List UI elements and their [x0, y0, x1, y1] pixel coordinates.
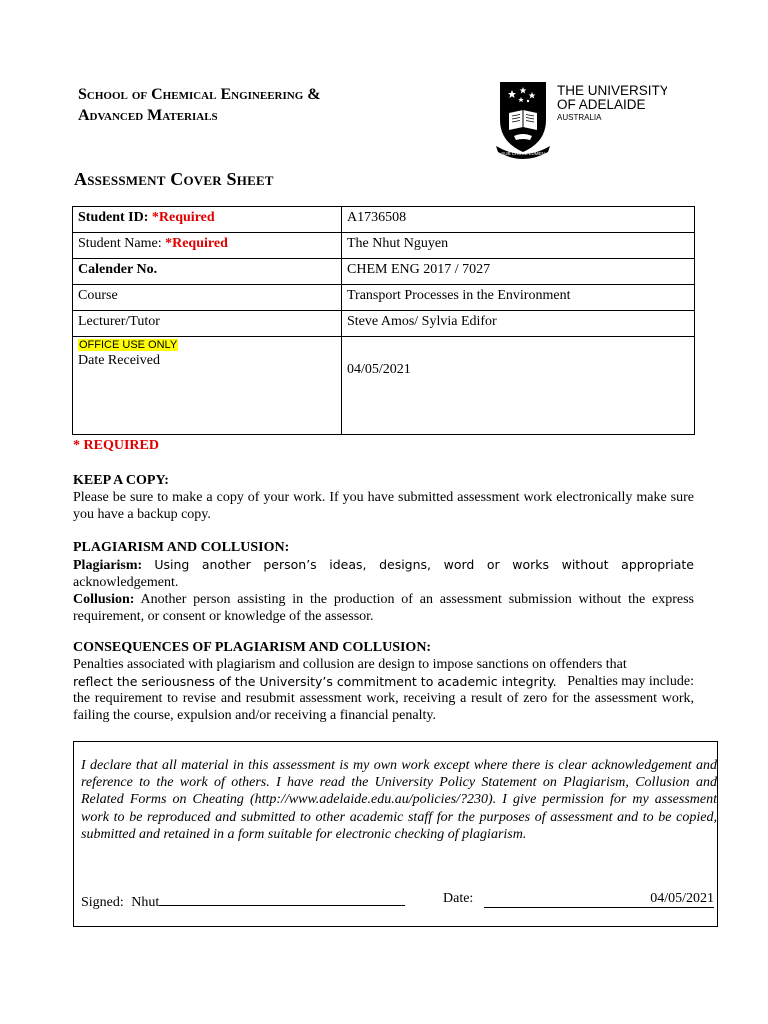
- consequences-line-3: the requirement to revise and resubmit assessment work, receiving a result of zero for the assessment work, failing the course, expulsion and/or receiving a financial penalty.: [73, 691, 694, 723]
- signed-name: Nhut: [131, 895, 160, 910]
- student-name-label: Student Name:: [78, 236, 162, 251]
- date-received-field[interactable]: 04/05/2021: [342, 337, 695, 435]
- university-logo: [492, 80, 667, 160]
- collusion-label: Collusion:: [73, 592, 135, 607]
- collusion-text: Another person assisting in the production of an assessment submission without the express requirement, or consent or knowledge of the assessor.: [73, 592, 694, 624]
- school-line-1: School of Chemical Engineering &: [78, 86, 321, 103]
- table-row: [73, 259, 695, 285]
- plagiarism-text: Using another person’s ideas, designs, word or works without appropriate: [154, 557, 694, 572]
- plagiarism-section: [73, 539, 694, 625]
- required-marker: *Required: [151, 210, 215, 225]
- plagiarism-label: Plagiarism:: [73, 558, 143, 573]
- signature-line[interactable]: [159, 891, 405, 906]
- table-row: [73, 207, 695, 233]
- calender-field[interactable]: CHEM ENG 2017 / 7027: [342, 259, 695, 285]
- consequences-line-2b: Penalties may include:: [567, 674, 694, 689]
- keep-copy-heading: KEEP A COPY:: [73, 473, 169, 488]
- date-received-label: Date Received: [78, 353, 161, 368]
- lecturer-field[interactable]: Steve Amos/ Sylvia Edifor: [342, 311, 695, 337]
- keep-copy-text: Please be sure to make a copy of your work. If you have submitted assessment work electronically make sure you have a backup copy.: [73, 490, 694, 522]
- course-field[interactable]: Transport Processes in the Environment: [342, 285, 695, 311]
- student-id-label-cell: [73, 207, 342, 233]
- consequences-line-2a: reflect the seriousness of the University’s commitment to academic integrity.: [73, 674, 557, 689]
- school-heading: [78, 84, 321, 126]
- consequences-line-2: [73, 673, 694, 690]
- table-row: [73, 337, 695, 435]
- student-id-label: Student ID:: [78, 210, 149, 225]
- office-use-only-highlight: OFFICE USE ONLY: [79, 339, 178, 351]
- declaration-text: I declare that all material in this assessment is my own work except where there is clear acknowledgement and reference to the work of others. I have read the University Policy Statement on Plagiarism, Collusion and Related Forms on Cheating (http://www.adelaide.edu.au/policies/?230). I give permission for my assessment work to be reproduced and submitted to other academic staff for the purposes of assessment and to be copied, submitted and retained in a form suitable for electronic checking of plagiarism.: [81, 758, 717, 842]
- plagiarism-definition: [73, 556, 694, 574]
- student-name-field[interactable]: The Nhut Nguyen: [342, 233, 695, 259]
- required-marker: *Required: [165, 236, 228, 251]
- date-label: Date:: [443, 891, 474, 906]
- page-title: Assessment Cover Sheet: [74, 169, 274, 189]
- date-field[interactable]: 04/05/2021: [484, 891, 714, 908]
- table-row: [73, 285, 695, 311]
- consequences-section: [73, 639, 694, 724]
- table-row: [73, 233, 695, 259]
- student-name-label-cell: [73, 233, 342, 259]
- consequences-line-1: Penalties associated with plagiarism and collusion are design to impose sanctions on offenders that: [73, 657, 627, 672]
- signature-row: [81, 891, 717, 911]
- plagiarism-heading: PLAGIARISM AND COLLUSION:: [73, 540, 290, 555]
- logo-name-line-2: OF ADELAIDE: [557, 97, 646, 112]
- student-id-field[interactable]: A1736508: [342, 207, 695, 233]
- signed-label: Signed:: [81, 895, 124, 910]
- keep-copy-section: [73, 472, 694, 523]
- required-note: * REQUIRED: [73, 438, 159, 453]
- logo-country: AUSTRALIA: [557, 113, 602, 122]
- course-label: Course: [73, 285, 342, 311]
- school-line-2: Advanced Materials: [78, 107, 218, 124]
- student-info-table: [72, 206, 695, 435]
- calender-label: Calender No.: [73, 259, 342, 285]
- collusion-definition: [73, 591, 694, 625]
- table-row: [73, 311, 695, 337]
- university-crest-icon: [492, 80, 667, 160]
- plagiarism-text-end: acknowledgement.: [73, 575, 179, 590]
- logo-name-line-1: THE UNIVERSITY: [557, 83, 667, 98]
- declaration-box: [73, 741, 718, 927]
- motto-text: SUB CRUCE LUMEN: [501, 151, 545, 156]
- lecturer-label: Lecturer/Tutor: [73, 311, 342, 337]
- date-received-label-cell: [73, 337, 342, 435]
- consequences-heading: CONSEQUENCES OF PLAGIARISM AND COLLUSION:: [73, 640, 432, 655]
